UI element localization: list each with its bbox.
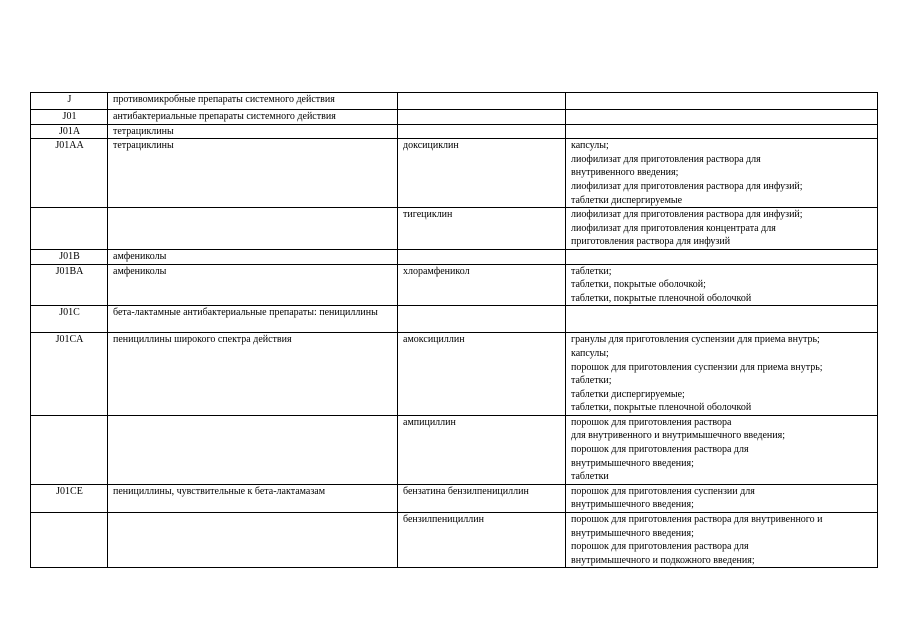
dosage-form-line: внутривенного введения; bbox=[571, 167, 679, 179]
dosage-form-line: таблетки; bbox=[571, 375, 612, 387]
dosage-form-line: таблетки, покрытые оболочкой; bbox=[571, 279, 706, 291]
table-row bbox=[31, 110, 878, 125]
dosage-form-line: таблетки bbox=[571, 471, 609, 483]
dosage-forms-cell bbox=[566, 93, 878, 110]
table-row bbox=[31, 333, 878, 416]
table-row bbox=[31, 264, 878, 306]
drug-name-cell: ампициллин bbox=[398, 415, 566, 484]
dosage-form-line: порошок для приготовления раствора bbox=[571, 416, 732, 428]
drug-name-cell: хлорамфеникол bbox=[398, 264, 566, 306]
atc-code-cell: J01C bbox=[31, 306, 108, 333]
atc-code-cell: J01 bbox=[31, 110, 108, 125]
dosage-forms-cell bbox=[566, 484, 878, 512]
dosage-form-line: лиофилизат для приготовления раствора для bbox=[571, 153, 761, 165]
dosage-forms-cell bbox=[566, 249, 878, 264]
dosage-form-line: порошок для приготовления суспензии для bbox=[571, 485, 755, 497]
dosage-forms-cell bbox=[566, 415, 878, 484]
drug-name-cell: тигециклин bbox=[398, 208, 566, 250]
atc-code-cell bbox=[31, 208, 108, 250]
dosage-form-line: таблетки диспергируемые bbox=[571, 194, 683, 206]
atc-code-cell: J01BA bbox=[31, 264, 108, 306]
dosage-forms-cell bbox=[566, 124, 878, 139]
dosage-form-line: таблетки, покрытые пленочной оболочкой bbox=[571, 292, 752, 304]
dosage-forms-cell bbox=[566, 110, 878, 125]
dosage-form-line: гранулы для приготовления суспензии для приема внутрь; bbox=[571, 334, 820, 346]
dosage-form-line: для внутривенного и внутримышечного введения; bbox=[571, 430, 785, 442]
group-name-cell: тетрациклины bbox=[108, 139, 398, 208]
drug-name-cell: доксициклин bbox=[398, 139, 566, 208]
table-row bbox=[31, 93, 878, 110]
group-name-cell bbox=[108, 208, 398, 250]
group-name-cell: тетрациклины bbox=[108, 124, 398, 139]
drug-name-cell bbox=[398, 124, 566, 139]
dosage-forms-cell bbox=[566, 306, 878, 333]
dosage-form-line: внутримышечного и подкожного введения; bbox=[571, 554, 755, 566]
dosage-form-line: лиофилизат для приготовления концентрата для bbox=[571, 222, 776, 234]
drug-name-cell bbox=[398, 249, 566, 264]
group-name-cell bbox=[108, 415, 398, 484]
dosage-form-line: лиофилизат для приготовления раствора для инфузий; bbox=[571, 209, 803, 221]
drug-name-cell: амоксициллин bbox=[398, 333, 566, 416]
drug-name-cell bbox=[398, 93, 566, 110]
dosage-form-line: таблетки, покрытые пленочной оболочкой bbox=[571, 402, 752, 414]
dosage-form-line: таблетки диспергируемые; bbox=[571, 388, 685, 400]
table-row bbox=[31, 306, 878, 333]
dosage-form-line: порошок для приготовления раствора для внутривенного и bbox=[571, 514, 823, 526]
dosage-form-line: капсулы; bbox=[571, 347, 609, 359]
drug-name-cell: бензатина бензилпенициллин bbox=[398, 484, 566, 512]
group-name-cell: бета-лактамные антибактериальные препараты: пенициллины bbox=[108, 306, 398, 333]
group-name-cell: амфениколы bbox=[108, 264, 398, 306]
dosage-form-line: порошок для приготовления суспензии для приема внутрь; bbox=[571, 361, 823, 373]
group-name-cell: пенициллины, чувствительные к бета-лактамазам bbox=[108, 484, 398, 512]
atc-code-cell bbox=[31, 415, 108, 484]
dosage-forms-cell bbox=[566, 264, 878, 306]
table-row bbox=[31, 249, 878, 264]
dosage-forms-cell bbox=[566, 208, 878, 250]
atc-code-cell: J bbox=[31, 93, 108, 110]
dosage-form-line: капсулы; bbox=[571, 140, 609, 152]
drug-name-cell bbox=[398, 306, 566, 333]
table-row bbox=[31, 124, 878, 139]
drug-name-cell: бензилпенициллин bbox=[398, 513, 566, 568]
group-name-cell: антибактериальные препараты системного действия bbox=[108, 110, 398, 125]
drug-name-cell bbox=[398, 110, 566, 125]
atc-code-cell: J01B bbox=[31, 249, 108, 264]
dosage-form-line: внутримышечного введения; bbox=[571, 499, 694, 511]
group-name-cell: противомикробные препараты системного действия bbox=[108, 93, 398, 110]
dosage-form-line: лиофилизат для приготовления раствора для инфузий; bbox=[571, 180, 803, 192]
atc-code-cell: J01CA bbox=[31, 333, 108, 416]
dosage-form-line: внутримышечного введения; bbox=[571, 457, 694, 469]
atc-code-cell: J01CE bbox=[31, 484, 108, 512]
table-row bbox=[31, 208, 878, 250]
dosage-forms-cell bbox=[566, 333, 878, 416]
group-name-cell: пенициллины широкого спектра действия bbox=[108, 333, 398, 416]
group-name-cell bbox=[108, 513, 398, 568]
dosage-form-line: приготовления раствора для инфузий bbox=[571, 236, 731, 248]
table-row bbox=[31, 484, 878, 512]
atc-code-cell: J01A bbox=[31, 124, 108, 139]
table-row bbox=[31, 513, 878, 568]
dosage-form-line: порошок для приготовления раствора для bbox=[571, 444, 749, 456]
atc-code-cell: J01AA bbox=[31, 139, 108, 208]
dosage-forms-cell bbox=[566, 139, 878, 208]
dosage-form-line: таблетки; bbox=[571, 265, 612, 277]
table-row bbox=[31, 415, 878, 484]
table-row bbox=[31, 139, 878, 208]
drug-classification-table bbox=[30, 92, 878, 568]
dosage-forms-cell bbox=[566, 513, 878, 568]
dosage-form-line: порошок для приготовления раствора для bbox=[571, 541, 749, 553]
dosage-form-line: внутримышечного введения; bbox=[571, 527, 694, 539]
group-name-cell: амфениколы bbox=[108, 249, 398, 264]
table-body bbox=[31, 93, 878, 568]
atc-code-cell bbox=[31, 513, 108, 568]
